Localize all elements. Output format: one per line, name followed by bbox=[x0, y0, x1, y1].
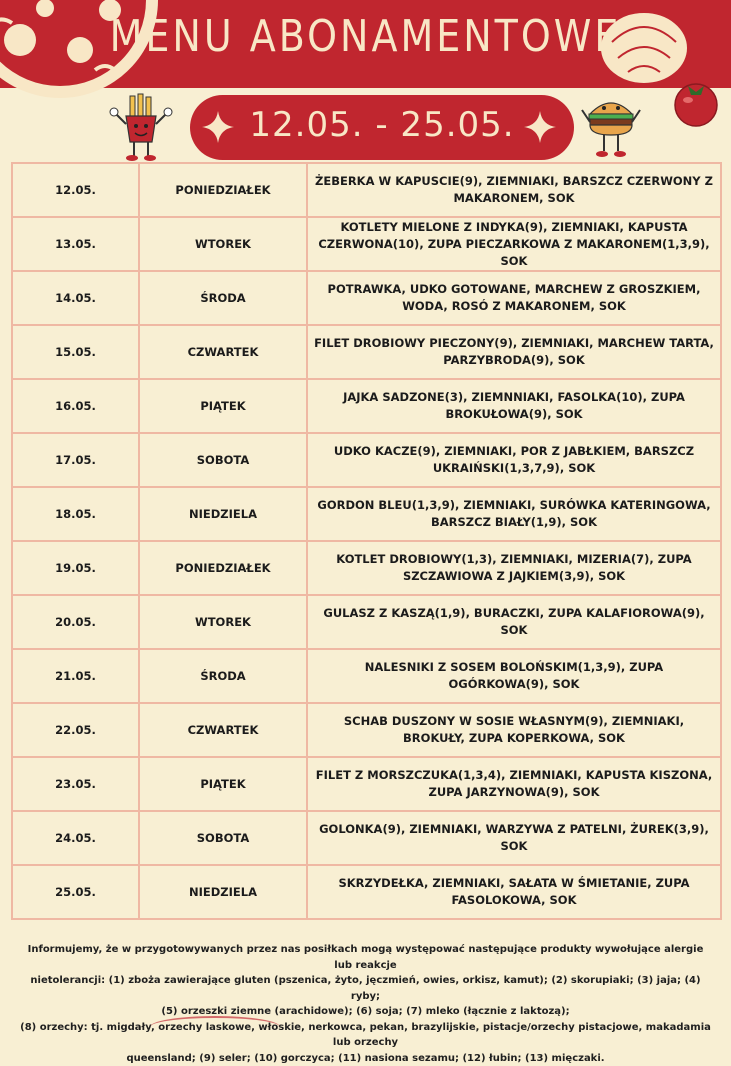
date-cell: 21.05. bbox=[12, 649, 139, 703]
day-cell: NIEDZIELA bbox=[139, 865, 307, 919]
allergen-note bbox=[20, 942, 711, 1066]
allergen-note-line: (8) orzechy: tj. migdały, orzechy laskowe, włoskie, nerkowca, pekan, brazylijskie, pistacje/orzechy pistacjowe, makadamia lub orzechy bbox=[20, 1020, 711, 1051]
date-cell: 15.05. bbox=[12, 325, 139, 379]
date-cell: 16.05. bbox=[12, 379, 139, 433]
date-cell: 22.05. bbox=[12, 703, 139, 757]
dish-cell: GOLONKA(9), ZIEMNIAKI, WARZYWA Z PATELNI, ŻUREK(3,9), SOK bbox=[307, 811, 721, 865]
dish-cell: GULASZ Z KASZĄ(1,9), BURACZKI, ZUPA KALAFIOROWA(9), SOK bbox=[307, 595, 721, 649]
table-row bbox=[12, 271, 721, 325]
tomato-illustration bbox=[670, 76, 722, 128]
date-range-text: 12.05. - 25.05. bbox=[190, 105, 574, 145]
allergen-note-line: Informujemy, że w przygotowywanych przez nas posiłkach mogą występować następujące produkty wywołujące alergie lub reakcje bbox=[20, 942, 711, 973]
day-cell: ŚRODA bbox=[139, 271, 307, 325]
dish-cell: JAJKA SADZONE(3), ZIEMNNIAKI, FASOLKA(10), ZUPA BROKUŁOWA(9), SOK bbox=[307, 379, 721, 433]
allergen-note-line: queensland; (9) seler; (10) gorczyca; (11) nasiona sezamu; (12) łubin; (13) mięczaki. bbox=[20, 1051, 711, 1066]
date-cell: 17.05. bbox=[12, 433, 139, 487]
table-row bbox=[12, 649, 721, 703]
dish-cell: GORDON BLEU(1,3,9), ZIEMNIAKI, SURÓWKA KATERINGOWA, BARSZCZ BIAŁY(1,9), SOK bbox=[307, 487, 721, 541]
allergen-note-line: nietolerancji: (1) zboża zawierające gluten (pszenica, żyto, jęczmień, owies, orkisz, kamut); (2) skorupiaki; (3) jaja; (4) ryby; bbox=[20, 973, 711, 1004]
dish-cell: POTRAWKA, UDKO GOTOWANE, MARCHEW Z GROSZKIEM, WODA, ROSÓ Z MAKARONEM, SOK bbox=[307, 271, 721, 325]
day-cell: PONIEDZIAŁEK bbox=[139, 541, 307, 595]
table-row bbox=[12, 865, 721, 919]
decorative-arc bbox=[150, 1016, 280, 1038]
table-row bbox=[12, 433, 721, 487]
date-range-pill bbox=[190, 95, 574, 160]
page-title: MENU ABONAMENTOWE bbox=[0, 11, 731, 62]
dish-cell: FILET Z MORSZCZUKA(1,3,4), ZIEMNIAKI, KAPUSTA KISZONA, ZUPA JARZYNOWA(9), SOK bbox=[307, 757, 721, 811]
day-cell: CZWARTEK bbox=[139, 703, 307, 757]
dish-cell: ŻEBERKA W KAPUSCIE(9), ZIEMNIAKI, BARSZCZ CZERWONY Z MAKARONEM, SOK bbox=[307, 163, 721, 217]
date-cell: 19.05. bbox=[12, 541, 139, 595]
date-cell: 13.05. bbox=[12, 217, 139, 271]
date-cell: 24.05. bbox=[12, 811, 139, 865]
date-cell: 25.05. bbox=[12, 865, 139, 919]
dish-cell: FILET DROBIOWY PIECZONY(9), ZIEMNIAKI, MARCHEW TARTA, PARZYBRODA(9), SOK bbox=[307, 325, 721, 379]
allergen-note-line: (5) orzeszki ziemne (arachidowe); (6) soja; (7) mleko (łącznie z laktozą); bbox=[20, 1004, 711, 1020]
dish-cell: SKRZYDEŁKA, ZIEMNIAKI, SAŁATA W ŚMIETANIE, ZUPA FASOLOKOWA, SOK bbox=[307, 865, 721, 919]
table-row bbox=[12, 379, 721, 433]
menu-table bbox=[11, 162, 722, 920]
dish-cell: NALESNIKI Z SOSEM BOLOŃSKIM(1,3,9), ZUPA OGÓRKOWA(9), SOK bbox=[307, 649, 721, 703]
day-cell: PONIEDZIAŁEK bbox=[139, 163, 307, 217]
day-cell: NIEDZIELA bbox=[139, 487, 307, 541]
table-row bbox=[12, 811, 721, 865]
table-row bbox=[12, 595, 721, 649]
day-cell: PIĄTEK bbox=[139, 757, 307, 811]
table-row bbox=[12, 703, 721, 757]
day-cell: ŚRODA bbox=[139, 649, 307, 703]
date-cell: 12.05. bbox=[12, 163, 139, 217]
burger-mascot-icon bbox=[578, 92, 644, 164]
dish-cell: UDKO KACZE(9), ZIEMNIAKI, POR Z JABŁKIEM, BARSZCZ UKRAIŃSKI(1,3,7,9), SOK bbox=[307, 433, 721, 487]
dish-cell: SCHAB DUSZONY W SOSIE WŁASNYM(9), ZIEMNIAKI, BROKUŁY, ZUPA KOPERKOWA, SOK bbox=[307, 703, 721, 757]
day-cell: WTOREK bbox=[139, 595, 307, 649]
table-row bbox=[12, 757, 721, 811]
table-row bbox=[12, 217, 721, 271]
day-cell: SOBOTA bbox=[139, 811, 307, 865]
table-row bbox=[12, 487, 721, 541]
date-cell: 14.05. bbox=[12, 271, 139, 325]
sparkle-icon bbox=[524, 111, 556, 143]
fries-mascot-icon bbox=[108, 92, 174, 164]
date-cell: 18.05. bbox=[12, 487, 139, 541]
dish-cell: KOTLETY MIELONE Z INDYKA(9), ZIEMNIAKI, KAPUSTA CZERWONA(10), ZUPA PIECZARKOWA Z MAKARONEM(1,3,9), SOK bbox=[307, 217, 721, 271]
dish-cell: KOTLET DROBIOWY(1,3), ZIEMNIAKI, MIZERIA(7), ZUPA SZCZAWIOWA Z JAJKIEM(3,9), SOK bbox=[307, 541, 721, 595]
table-row bbox=[12, 325, 721, 379]
date-cell: 20.05. bbox=[12, 595, 139, 649]
day-cell: SOBOTA bbox=[139, 433, 307, 487]
day-cell: WTOREK bbox=[139, 217, 307, 271]
day-cell: PIĄTEK bbox=[139, 379, 307, 433]
day-cell: CZWARTEK bbox=[139, 325, 307, 379]
table-row bbox=[12, 163, 721, 217]
table-row bbox=[12, 541, 721, 595]
date-cell: 23.05. bbox=[12, 757, 139, 811]
